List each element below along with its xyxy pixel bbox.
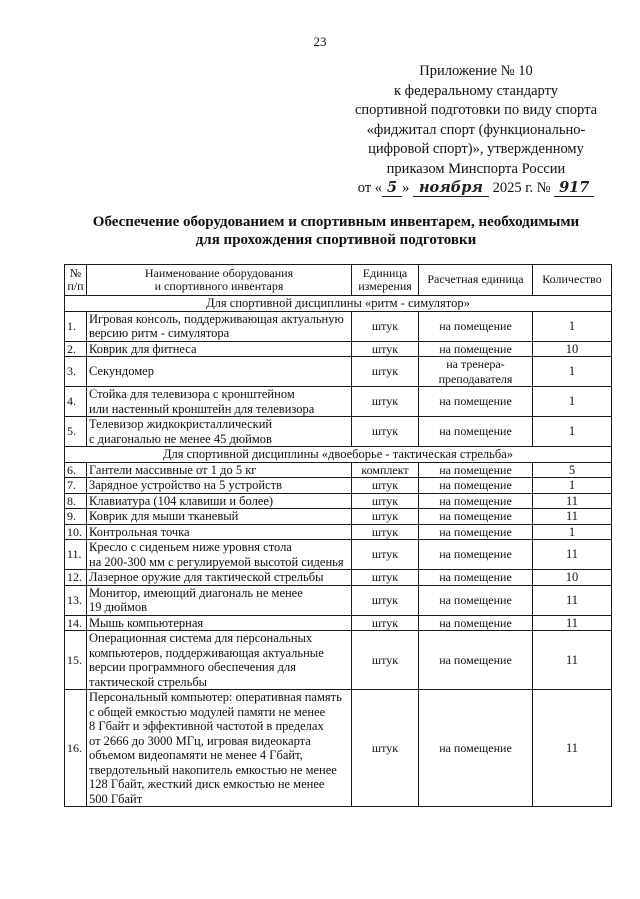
header-name: Наименование оборудования и спортивного инвентаря bbox=[87, 265, 352, 296]
row-unit: штук bbox=[352, 357, 419, 387]
row-name-line: версию ритм - симулятора bbox=[89, 326, 230, 340]
appendix-line: к федеральному стандарту bbox=[394, 82, 558, 99]
row-name-line: Стойка для телевизора с кронштейном bbox=[89, 387, 295, 401]
handwritten-order-number: 917 bbox=[554, 180, 594, 197]
row-quantity: 1 bbox=[533, 524, 612, 540]
row-unit: штук bbox=[352, 478, 419, 494]
row-quantity: 10 bbox=[533, 570, 612, 586]
row-quantity: 11 bbox=[533, 540, 612, 570]
row-calc-unit bbox=[419, 462, 533, 478]
row-unit: штук bbox=[352, 341, 419, 357]
row-name-line: Мышь компьютерная bbox=[89, 615, 204, 630]
order-date-line bbox=[340, 179, 612, 199]
row-name-line: Коврик для мыши тканевый bbox=[89, 509, 239, 523]
table-row bbox=[65, 493, 612, 509]
row-name-line: 8 Гбайт и эффективной частотой в пределах bbox=[89, 719, 324, 733]
row-calc-line: на помещение bbox=[439, 740, 512, 755]
date-year: 2025 г. № bbox=[492, 180, 551, 196]
row-calc-line: на помещение bbox=[439, 509, 512, 523]
row-number: 7. bbox=[65, 478, 87, 494]
row-number: 4. bbox=[65, 387, 87, 417]
row-unit: штук bbox=[352, 509, 419, 525]
row-name-line: Зарядное устройство на 5 устройств bbox=[89, 478, 282, 492]
row-quantity: 1 bbox=[533, 311, 612, 341]
row-calc-unit bbox=[419, 524, 533, 540]
row-name-line: Персональный компьютер: оперативная память bbox=[89, 690, 342, 704]
row-quantity: 1 bbox=[533, 478, 612, 494]
row-calc-line: на помещение bbox=[439, 592, 512, 607]
row-unit: штук bbox=[352, 311, 419, 341]
row-quantity: 11 bbox=[533, 690, 612, 807]
appendix-line: приказом Минспорта России bbox=[386, 160, 566, 177]
title-line-2: для прохождения спортивной подготовки bbox=[195, 232, 477, 248]
header-calc: Расчетная единица bbox=[419, 265, 533, 296]
row-name bbox=[87, 478, 352, 494]
row-quantity: 11 bbox=[533, 585, 612, 615]
row-name-line: Операционная система для персональных bbox=[89, 631, 313, 645]
row-name bbox=[87, 357, 352, 387]
row-name-line: Лазерное оружие для тактической стрельбы bbox=[89, 570, 324, 584]
appendix-line: цифровой спорт)», утвержденному bbox=[368, 141, 584, 157]
row-name-line: от 2666 до 3000 МГц, игровая видеокарта bbox=[89, 733, 311, 748]
row-quantity: 11 bbox=[533, 509, 612, 525]
row-quantity: 11 bbox=[533, 493, 612, 509]
appendix-line: спортивной подготовки по виду спорта bbox=[354, 102, 598, 118]
row-calc-unit bbox=[419, 509, 533, 525]
table-row bbox=[65, 690, 612, 807]
row-calc-line: на помещение bbox=[439, 478, 512, 492]
row-name-line: на 200-300 мм с регулируемой высотой сиденья bbox=[89, 554, 344, 569]
table-row bbox=[65, 615, 612, 631]
row-quantity: 1 bbox=[533, 417, 612, 447]
row-number: 11. bbox=[65, 540, 87, 570]
table-row bbox=[65, 357, 612, 387]
row-name-line: Коврик для фитнеса bbox=[89, 341, 197, 356]
row-calc-line: на помещение bbox=[439, 318, 512, 333]
row-name-line: Монитор, имеющий диагональ не менее bbox=[89, 585, 303, 600]
row-name-line: с диагональю не менее 45 дюймов bbox=[89, 431, 272, 446]
row-number: 2. bbox=[65, 341, 87, 357]
row-unit: штук bbox=[352, 615, 419, 631]
row-name-line: Кресло с сиденьем ниже уровня стола bbox=[89, 540, 292, 554]
row-calc-line: на помещение bbox=[439, 394, 512, 409]
row-number: 12. bbox=[65, 570, 87, 586]
row-calc-line: на помещение bbox=[439, 424, 512, 439]
row-name bbox=[87, 540, 352, 570]
table-row bbox=[65, 540, 612, 570]
row-name bbox=[87, 585, 352, 615]
section-title: Для спортивной дисциплины «двоеборье - тактическая стрельба» bbox=[65, 447, 612, 463]
row-name bbox=[87, 493, 352, 509]
row-quantity: 11 bbox=[533, 615, 612, 631]
row-calc-line: на тренера- bbox=[446, 357, 505, 371]
row-number: 16. bbox=[65, 690, 87, 807]
table-row bbox=[65, 585, 612, 615]
row-quantity: 1 bbox=[533, 357, 612, 387]
row-name-line: Контрольная точка bbox=[89, 524, 190, 539]
table-row bbox=[65, 387, 612, 417]
row-name-line: Игровая консоль, поддерживающая актуальную bbox=[89, 311, 344, 326]
row-number: 5. bbox=[65, 417, 87, 447]
row-number: 8. bbox=[65, 493, 87, 509]
row-calc-line: на помещение bbox=[439, 570, 512, 584]
row-name-line: версии программного обеспечения для bbox=[89, 660, 296, 674]
row-name bbox=[87, 509, 352, 525]
row-name-line: 500 Гбайт bbox=[89, 791, 143, 806]
row-name bbox=[87, 341, 352, 357]
header-unit: Единица измерения bbox=[352, 265, 419, 296]
row-number: 14. bbox=[65, 615, 87, 631]
row-calc-unit bbox=[419, 357, 533, 387]
row-name-line: Клавиатура (104 клавиши и более) bbox=[89, 493, 274, 508]
row-calc-unit bbox=[419, 493, 533, 509]
row-name-line: Гантели массивные от 1 до 5 кг bbox=[89, 462, 257, 477]
row-name bbox=[87, 462, 352, 478]
table-row bbox=[65, 524, 612, 540]
appendix-line: «фиджитал спорт (функционально- bbox=[366, 121, 586, 138]
row-number: 15. bbox=[65, 631, 87, 690]
row-number: 9. bbox=[65, 509, 87, 525]
row-calc-unit bbox=[419, 585, 533, 615]
table-row bbox=[65, 341, 612, 357]
handwritten-day: 5 bbox=[382, 180, 402, 197]
row-unit: штук bbox=[352, 493, 419, 509]
row-number: 1. bbox=[65, 311, 87, 341]
table-header-row bbox=[65, 265, 612, 296]
row-calc-line: на помещение bbox=[439, 524, 512, 539]
row-name-line: с общей емкостью модулей памяти не менее bbox=[89, 704, 326, 719]
row-quantity: 10 bbox=[533, 341, 612, 357]
row-calc-unit bbox=[419, 478, 533, 494]
row-number: 13. bbox=[65, 585, 87, 615]
row-unit: штук bbox=[352, 524, 419, 540]
row-unit: штук bbox=[352, 570, 419, 586]
row-name-line: 128 Гбайт, жесткий диск емкостью не менее bbox=[89, 777, 325, 791]
row-unit: штук bbox=[352, 585, 419, 615]
row-name bbox=[87, 387, 352, 417]
header-num: № п/п bbox=[65, 265, 87, 296]
row-name bbox=[87, 615, 352, 631]
row-quantity: 11 bbox=[533, 631, 612, 690]
date-mid: » bbox=[402, 180, 410, 196]
table-body bbox=[65, 296, 612, 807]
row-number: 3. bbox=[65, 357, 87, 387]
row-name-line: или настенный кронштейн для телевизора bbox=[89, 401, 315, 416]
row-quantity: 1 bbox=[533, 387, 612, 417]
header-qty: Количество bbox=[533, 265, 612, 296]
equipment-table bbox=[64, 264, 612, 807]
table-row bbox=[65, 570, 612, 586]
row-name-line: тактической стрельбы bbox=[89, 674, 208, 689]
row-unit: комплект bbox=[352, 462, 419, 478]
row-name bbox=[87, 417, 352, 447]
row-calc-line: на помещение bbox=[439, 652, 512, 667]
row-unit: штук bbox=[352, 631, 419, 690]
page-number: 23 bbox=[313, 34, 327, 49]
row-calc-line: преподавателя bbox=[438, 371, 513, 386]
row-name-line: твердотельный накопитель емкостью не менее bbox=[89, 762, 337, 777]
table-row bbox=[65, 631, 612, 690]
section-row bbox=[65, 447, 612, 463]
row-calc-unit bbox=[419, 311, 533, 341]
document-title bbox=[60, 213, 612, 249]
row-calc-unit bbox=[419, 540, 533, 570]
table-row bbox=[65, 417, 612, 447]
row-name bbox=[87, 311, 352, 341]
row-quantity: 5 bbox=[533, 462, 612, 478]
row-name bbox=[87, 524, 352, 540]
row-unit: штук bbox=[352, 690, 419, 807]
row-name-line: объемом видеопамяти не менее 4 Гбайт, bbox=[89, 748, 303, 762]
table-row bbox=[65, 478, 612, 494]
row-unit: штук bbox=[352, 417, 419, 447]
table-row bbox=[65, 311, 612, 341]
row-number: 6. bbox=[65, 462, 87, 478]
row-name bbox=[87, 631, 352, 690]
row-unit: штук bbox=[352, 540, 419, 570]
row-calc-line: на помещение bbox=[439, 493, 512, 508]
row-calc-unit bbox=[419, 570, 533, 586]
row-name-line: 19 дюймов bbox=[89, 600, 148, 614]
row-name-line: компьютеров, поддерживающая актуальные bbox=[89, 645, 324, 660]
handwritten-month: ноября bbox=[413, 180, 489, 197]
row-name-line: Телевизор жидкокристаллический bbox=[89, 417, 273, 431]
row-calc-unit bbox=[419, 631, 533, 690]
row-number: 10. bbox=[65, 524, 87, 540]
row-calc-unit bbox=[419, 690, 533, 807]
row-calc-line: на помещение bbox=[439, 462, 512, 477]
appendix-block bbox=[340, 62, 612, 199]
row-calc-unit bbox=[419, 417, 533, 447]
row-calc-line: на помещение bbox=[439, 341, 512, 356]
section-row bbox=[65, 296, 612, 312]
appendix-line: Приложение № 10 bbox=[419, 63, 533, 79]
row-name-line: Секундомер bbox=[89, 364, 154, 379]
row-calc-line: на помещение bbox=[439, 547, 512, 562]
row-unit: штук bbox=[352, 387, 419, 417]
row-calc-unit bbox=[419, 341, 533, 357]
row-calc-unit bbox=[419, 615, 533, 631]
title-line-1: Обеспечение оборудованием и спортивным инвентарем, необходимыми bbox=[92, 214, 580, 230]
table-row bbox=[65, 462, 612, 478]
date-prefix: от « bbox=[357, 180, 383, 196]
row-name bbox=[87, 570, 352, 586]
row-calc-unit bbox=[419, 387, 533, 417]
row-name bbox=[87, 690, 352, 807]
row-calc-line: на помещение bbox=[439, 615, 512, 630]
section-title: Для спортивной дисциплины «ритм - симулятор» bbox=[65, 296, 612, 312]
table-row bbox=[65, 509, 612, 525]
